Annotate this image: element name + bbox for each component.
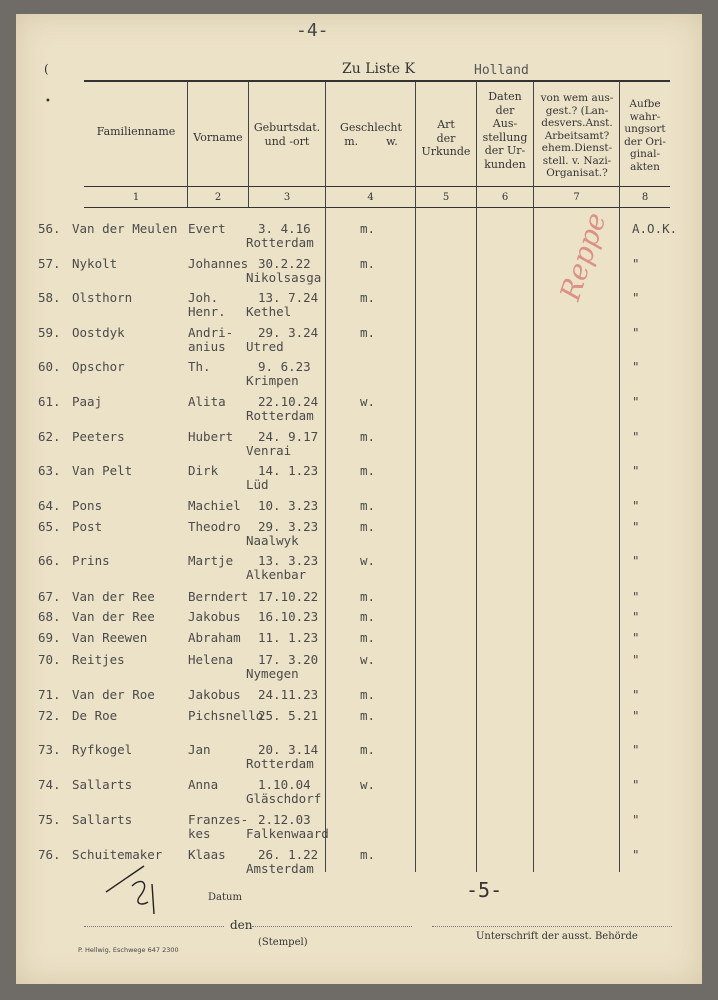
table-row — [0, 359, 718, 388]
row-number: 59. — [38, 325, 61, 340]
header-vorname: Vorname — [193, 131, 243, 144]
storage-location: " — [632, 687, 640, 702]
table-top-rule — [84, 80, 670, 82]
col-divider — [248, 82, 249, 207]
storage-location: " — [632, 290, 640, 305]
col-number: 6 — [501, 192, 509, 203]
family-name: Van der Roe — [72, 687, 155, 702]
table-row — [0, 777, 718, 806]
sex: m. — [360, 290, 376, 305]
family-name: Van der Meulen — [72, 221, 178, 236]
first-name: Dirk — [188, 463, 219, 478]
table-row — [0, 498, 718, 514]
family-name: Prins — [72, 553, 110, 568]
row-number: 60. — [38, 359, 61, 374]
col-number: 5 — [442, 192, 450, 203]
table-row — [0, 589, 718, 605]
header-rule — [84, 186, 670, 187]
table-row — [0, 742, 718, 771]
birth-date: 29. 3.23 — [258, 519, 319, 534]
table-row — [0, 553, 718, 582]
row-number: 61. — [38, 394, 61, 409]
birth-place: Rotterdam — [246, 408, 314, 423]
storage-location: " — [632, 777, 640, 792]
first-name: Andri- — [188, 325, 234, 340]
sex: m. — [360, 847, 376, 862]
birth-date: 10. 3.23 — [258, 498, 319, 513]
family-name: Post — [72, 519, 103, 534]
row-number: 62. — [38, 429, 61, 444]
country-label: Holland — [474, 63, 529, 78]
first-name: Helena — [188, 652, 234, 667]
sex: m. — [360, 630, 376, 645]
row-number: 68. — [38, 609, 61, 624]
sex: m. — [360, 256, 376, 271]
first-name: Jakobus — [188, 687, 241, 702]
birth-place: Rotterdam — [246, 756, 314, 771]
datum-line — [84, 926, 224, 927]
first-name: Johannes — [188, 256, 249, 271]
table-row — [0, 812, 718, 841]
birth-date: 26. 1.22 — [258, 847, 319, 862]
sex: w. — [360, 652, 376, 667]
header-art: Art der Urkunde — [421, 118, 471, 158]
first-name: Hubert — [188, 429, 234, 444]
col-number: 1 — [132, 192, 140, 203]
sex: w. — [360, 553, 376, 568]
col-number: 8 — [641, 192, 649, 203]
row-number: 70. — [38, 652, 61, 667]
col-divider — [187, 82, 188, 207]
header-daten: Daten der Aus- stellung der Ur- kunden — [482, 90, 528, 171]
first-name: Klaas — [188, 847, 226, 862]
red-stamp: Reppe — [553, 208, 613, 305]
sex: m. — [360, 708, 376, 723]
birth-date: 13. 3.23 — [258, 553, 319, 568]
den-line — [252, 926, 412, 927]
row-number: 72. — [38, 708, 61, 723]
family-name: Paaj — [72, 394, 103, 409]
family-name: Van der Ree — [72, 609, 155, 624]
family-name: Ryfkogel — [72, 742, 133, 757]
family-name: Olsthorn — [72, 290, 133, 305]
birth-place: Rotterdam — [246, 235, 314, 250]
first-name-cont: kes — [188, 826, 211, 841]
storage-location: " — [632, 847, 640, 862]
first-name-cont: anius — [188, 339, 226, 354]
header-familienname: Familienname — [96, 125, 176, 138]
sex: m. — [360, 221, 376, 236]
birth-place: Lüd — [246, 477, 269, 492]
first-name: Joh. — [188, 290, 219, 305]
birth-place: Krimpen — [246, 373, 299, 388]
birth-date: 13. 7.24 — [258, 290, 319, 305]
family-name: Reitjes — [72, 652, 125, 667]
birth-date: 20. 3.14 — [258, 742, 319, 757]
row-number: 76. — [38, 847, 61, 862]
header-geburt: Geburtsdat. und -ort — [253, 121, 321, 148]
row-number: 71. — [38, 687, 61, 702]
sex: m. — [360, 429, 376, 444]
first-name: Pichsnello — [188, 708, 264, 723]
birth-date: 25. 5.21 — [258, 708, 319, 723]
margin-mark: ( — [44, 62, 49, 76]
family-name: Sallarts — [72, 777, 133, 792]
table-row — [0, 394, 718, 423]
family-name: Nykolt — [72, 256, 118, 271]
storage-location: " — [632, 359, 640, 374]
table-row — [0, 847, 718, 876]
family-name: Peeters — [72, 429, 125, 444]
row-number: 69. — [38, 630, 61, 645]
birth-date: 24. 9.17 — [258, 429, 319, 444]
handwritten-signature — [104, 862, 164, 921]
birth-date: 24.11.23 — [258, 687, 319, 702]
row-number: 73. — [38, 742, 61, 757]
sex: m. — [360, 463, 376, 478]
birth-date: 2.12.03 — [258, 812, 311, 827]
sex: m. — [360, 589, 376, 604]
storage-location: " — [632, 463, 640, 478]
family-name: Opschor — [72, 359, 125, 374]
birth-place: Falkenwaard — [246, 826, 329, 841]
table-row — [0, 652, 718, 681]
sex: m. — [360, 609, 376, 624]
storage-location: " — [632, 394, 640, 409]
col-number: 3 — [283, 192, 291, 203]
first-name: Jakobus — [188, 609, 241, 624]
storage-location: " — [632, 519, 640, 534]
table-row — [0, 519, 718, 548]
storage-location: " — [632, 708, 640, 723]
sex: m. — [360, 519, 376, 534]
first-name-cont: Henr. — [188, 304, 226, 319]
sex: m. — [360, 687, 376, 702]
storage-location: " — [632, 630, 640, 645]
family-name: Pons — [72, 498, 103, 513]
table-row — [0, 429, 718, 458]
bottom-number: -5- — [466, 878, 503, 902]
datum-label: Datum — [208, 892, 242, 903]
sex: m. — [360, 325, 376, 340]
birth-place: Utred — [246, 339, 284, 354]
birth-date: 11. 1.23 — [258, 630, 319, 645]
table-row — [0, 708, 718, 724]
birth-place: Venrai — [246, 443, 292, 458]
row-number: 57. — [38, 256, 61, 271]
sex: m. — [360, 742, 376, 757]
storage-location: " — [632, 256, 640, 271]
family-name: Van Pelt — [72, 463, 133, 478]
birth-place: Gläschdorf — [246, 791, 322, 806]
family-name: Schuitemaker — [72, 847, 163, 862]
row-number: 67. — [38, 589, 61, 604]
birth-date: 9. 6.23 — [258, 359, 311, 374]
page-number: -4- — [296, 20, 329, 41]
table-row — [0, 630, 718, 646]
col-number: 4 — [367, 192, 374, 203]
sex: w. — [360, 777, 376, 792]
birth-place: Alkenbar — [246, 567, 307, 582]
first-name: Anna — [188, 777, 219, 792]
table-row — [0, 609, 718, 625]
first-name: Abraham — [188, 630, 241, 645]
first-name: Machiel — [188, 498, 241, 513]
family-name: De Roe — [72, 708, 118, 723]
header-geschlecht: Geschlecht m. w. — [340, 121, 402, 148]
header-von-wem: von wem aus- gest.? (Lan- desvers.Anst. Arbeitsamt? ehem.Dienst- stell. v. Nazi- Organisat.? — [540, 92, 614, 179]
row-number: 75. — [38, 812, 61, 827]
family-name: Van Reewen — [72, 630, 148, 645]
first-name: Franzes- — [188, 812, 249, 827]
col-number: 7 — [573, 192, 580, 203]
table-row — [0, 463, 718, 492]
birth-date: 14. 1.23 — [258, 463, 319, 478]
birth-date: 17. 3.20 — [258, 652, 319, 667]
first-name: Evert — [188, 221, 226, 236]
first-name: Berndert — [188, 589, 249, 604]
sex: w. — [360, 394, 376, 409]
storage-location: " — [632, 553, 640, 568]
row-number: 56. — [38, 221, 61, 236]
storage-location: A.O.K. — [632, 221, 678, 236]
den-label: den — [230, 918, 253, 932]
birth-date: 29. 3.24 — [258, 325, 319, 340]
row-number: 66. — [38, 553, 61, 568]
col-number: 2 — [214, 192, 222, 203]
storage-location: " — [632, 325, 640, 340]
row-number: 58. — [38, 290, 61, 305]
birth-date: 22.10.24 — [258, 394, 319, 409]
first-name: Theodro — [188, 519, 241, 534]
signature-label: Unterschrift der ausst. Behörde — [476, 931, 638, 942]
family-name: Van der Ree — [72, 589, 155, 604]
birth-date: 1.10.04 — [258, 777, 311, 792]
row-number: 63. — [38, 463, 61, 478]
table-row — [0, 290, 718, 319]
birth-place: Amsterdam — [246, 861, 314, 876]
birth-place: Kethel — [246, 304, 292, 319]
birth-place: Nikolsasga — [246, 270, 322, 285]
row-number: 74. — [38, 777, 61, 792]
storage-location: " — [632, 609, 640, 624]
printer-imprint: P. Hellwig, Eschwege 647 2300 — [78, 946, 179, 954]
table-row — [0, 256, 718, 285]
birth-place: Nymegen — [246, 666, 299, 681]
birth-date: 17.10.22 — [258, 589, 319, 604]
birth-date: 16.10.23 — [258, 609, 319, 624]
first-name: Martje — [188, 553, 234, 568]
margin-dot: • — [45, 96, 51, 107]
family-name: Sallarts — [72, 812, 133, 827]
storage-location: " — [632, 498, 640, 513]
birth-date: 30.2.22 — [258, 256, 311, 271]
first-name: Alita — [188, 394, 226, 409]
first-name: Jan — [188, 742, 211, 757]
storage-location: " — [632, 589, 640, 604]
signature-line — [432, 926, 672, 927]
first-name: Th. — [188, 359, 211, 374]
storage-location: " — [632, 652, 640, 667]
birth-place: Naalwyk — [246, 533, 299, 548]
storage-location: " — [632, 429, 640, 444]
table-row — [0, 325, 718, 354]
header-aufbewahrung: Aufbe wahr- ungsort der Ori- ginal- akten — [624, 98, 666, 173]
birth-date: 3. 4.16 — [258, 221, 311, 236]
table-row — [0, 687, 718, 703]
stempel-label: (Stempel) — [258, 937, 308, 948]
storage-location: " — [632, 812, 640, 827]
row-number: 64. — [38, 498, 61, 513]
storage-location: " — [632, 742, 640, 757]
family-name: Oostdyk — [72, 325, 125, 340]
list-title: Zu Liste K — [342, 61, 415, 77]
row-number: 65. — [38, 519, 61, 534]
sex: m. — [360, 498, 376, 513]
